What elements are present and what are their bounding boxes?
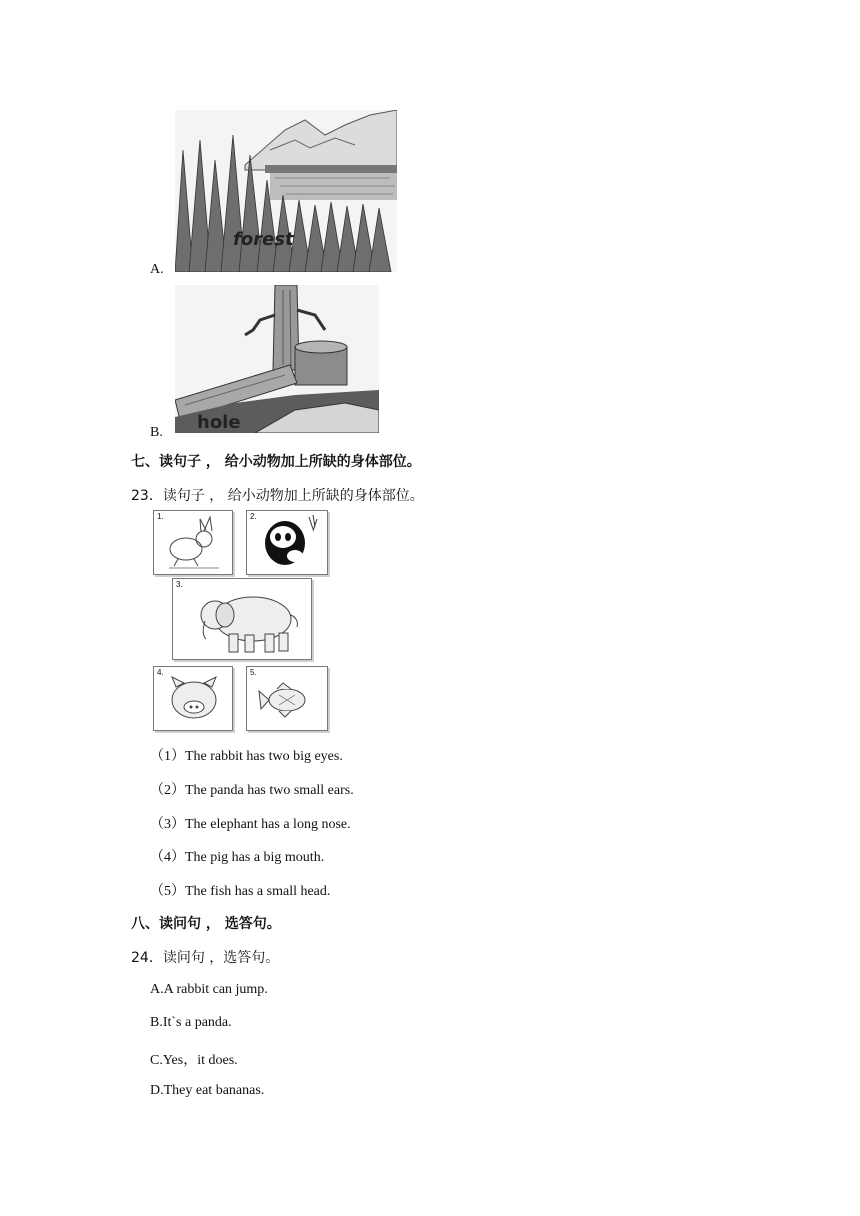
question-24: 24．读问句 ，选答句。: [131, 950, 280, 966]
forest-caption: forest: [233, 229, 294, 250]
option-b-label: B.: [150, 425, 163, 440]
sentence-2: （2）The panda has two small ears.: [150, 783, 354, 798]
picture-fish: [246, 666, 328, 731]
section-8-heading: 八、读问句 ， 选答句。: [131, 916, 281, 932]
option-a-image: [175, 110, 397, 272]
sentence-3: （3）The elephant has a long nose.: [150, 817, 351, 832]
sentence-5: （5）The fish has a small head.: [150, 884, 331, 899]
answer-option-b: B.It`s a panda.: [150, 1015, 232, 1030]
fish-icon: [247, 667, 327, 730]
picture-number: 2.: [250, 512, 257, 521]
elephant-icon: [173, 579, 311, 659]
question-23: 23．读句子 ， 给小动物加上所缺的身体部位。: [131, 488, 424, 504]
answer-option-c: C.Yes，it does.: [150, 1053, 238, 1068]
rabbit-icon: [154, 511, 232, 574]
panda-icon: [247, 511, 327, 574]
section-7-heading: 七、读句子 ， 给小动物加上所缺的身体部位。: [131, 454, 421, 470]
pig-icon: [154, 667, 232, 730]
picture-number: 1.: [157, 512, 164, 521]
answer-option-d: D.They eat bananas.: [150, 1083, 265, 1098]
answer-option-a: A.A rabbit can jump.: [150, 982, 268, 997]
option-a-label: A.: [150, 262, 164, 277]
picture-number: 4.: [157, 668, 164, 677]
sentence-1: （1）The rabbit has two big eyes.: [150, 749, 343, 764]
picture-elephant: [172, 578, 312, 660]
picture-pig: [153, 666, 233, 731]
picture-number: 3.: [176, 580, 183, 589]
picture-panda: [246, 510, 328, 575]
sentence-4: （4）The pig has a big mouth.: [150, 850, 325, 865]
option-b-image: [175, 285, 379, 433]
picture-number: 5.: [250, 668, 257, 677]
hole-caption: hole: [197, 412, 241, 433]
picture-rabbit: [153, 510, 233, 575]
